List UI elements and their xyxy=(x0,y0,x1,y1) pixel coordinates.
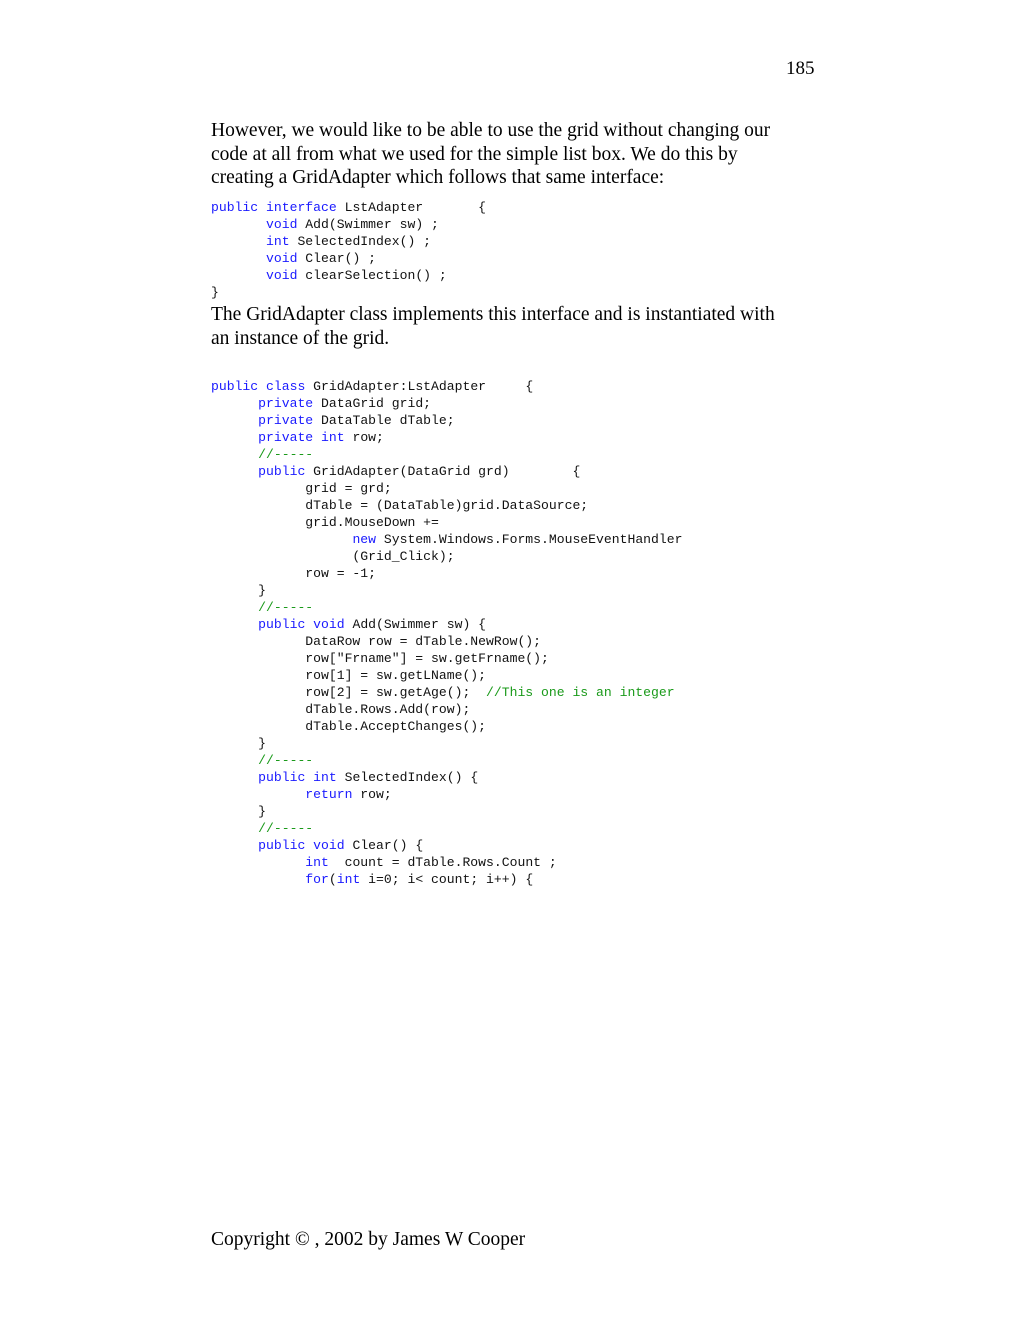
code-text: Add(Swimmer sw) { xyxy=(344,617,487,632)
code-keyword: void xyxy=(313,838,345,853)
code-text xyxy=(211,268,266,283)
code-line xyxy=(211,616,682,633)
code-text xyxy=(258,379,266,394)
code-line xyxy=(211,633,682,650)
code-keyword: private xyxy=(258,430,314,445)
code-text: Clear() { xyxy=(344,838,424,853)
code-line xyxy=(211,531,682,548)
code-keyword: int xyxy=(321,430,345,445)
code-keyword: new xyxy=(352,532,377,547)
code-comment: //This one is an integer xyxy=(486,685,675,700)
code-text xyxy=(211,413,258,428)
code-line xyxy=(211,803,682,820)
interface-code-block xyxy=(211,199,486,301)
code-keyword: for xyxy=(305,872,329,887)
code-line xyxy=(211,480,682,497)
code-keyword: public xyxy=(258,770,306,785)
code-keyword: public xyxy=(258,617,306,632)
code-line xyxy=(211,854,682,871)
code-keyword: interface xyxy=(266,200,337,215)
code-keyword: void xyxy=(266,217,298,232)
code-text xyxy=(211,234,266,249)
code-text xyxy=(211,872,305,887)
code-line xyxy=(211,735,682,752)
code-text: i=0; i< count; i++) { xyxy=(360,872,534,887)
code-line xyxy=(211,565,682,582)
code-keyword: int xyxy=(336,872,361,887)
code-keyword: void xyxy=(266,251,298,266)
page-number: 185 xyxy=(786,58,815,79)
intro-line: code at all from what we used for the simple list box. We do this by xyxy=(211,143,738,165)
code-text xyxy=(305,838,313,853)
copyright-footer: Copyright © , 2002 by James W Cooper xyxy=(211,1229,526,1250)
intro-line: creating a GridAdapter which follows that same interface: xyxy=(211,167,665,188)
code-text xyxy=(211,532,352,547)
code-text: GridAdapter(DataGrid grd) { xyxy=(305,464,581,479)
code-text: GridAdapter:LstAdapter { xyxy=(305,379,534,394)
code-line xyxy=(211,233,486,250)
code-keyword: private xyxy=(258,396,314,411)
code-line xyxy=(211,871,682,888)
code-text: grid.MouseDown += xyxy=(211,515,439,530)
code-text xyxy=(258,200,266,215)
code-line xyxy=(211,667,682,684)
code-text: row; xyxy=(344,430,384,445)
code-text xyxy=(211,430,258,445)
class-code-block xyxy=(211,378,682,888)
code-line xyxy=(211,837,682,854)
code-text: count = dTable.Rows.Count ; xyxy=(328,855,557,870)
code-text: row["Frname"] = sw.getFrname(); xyxy=(211,651,549,666)
code-line xyxy=(211,199,486,216)
code-text: row[1] = sw.getLName(); xyxy=(211,668,487,683)
code-text xyxy=(305,617,313,632)
code-text: } xyxy=(211,804,267,819)
code-keyword: void xyxy=(266,268,298,283)
code-text xyxy=(211,787,305,802)
code-line xyxy=(211,701,682,718)
code-line xyxy=(211,650,682,667)
code-keyword: public xyxy=(258,464,306,479)
code-text: Add(Swimmer sw) ; xyxy=(297,217,439,232)
code-line xyxy=(211,446,682,463)
middle-line: The GridAdapter class implements this interface and is instantiated with xyxy=(211,304,775,325)
intro-paragraph xyxy=(211,119,811,190)
code-line xyxy=(211,684,682,701)
code-line xyxy=(211,514,682,531)
code-keyword: return xyxy=(305,787,353,802)
code-text: dTable.Rows.Add(row); xyxy=(211,702,471,717)
code-text: ( xyxy=(328,872,337,887)
code-text xyxy=(211,855,305,870)
code-line xyxy=(211,429,682,446)
code-text: System.Windows.Forms.MouseEventHandler xyxy=(376,532,683,547)
code-text: grid = grd; xyxy=(211,481,392,496)
code-text: SelectedIndex() ; xyxy=(289,234,432,249)
code-keyword: int xyxy=(313,770,337,785)
code-text xyxy=(211,753,258,768)
code-keyword: int xyxy=(305,855,329,870)
code-text xyxy=(211,821,258,836)
code-text: (Grid_Click); xyxy=(211,549,455,564)
code-line xyxy=(211,284,486,301)
middle-paragraph xyxy=(211,303,811,350)
code-comment: //----- xyxy=(258,600,314,615)
code-comment: //----- xyxy=(258,753,314,768)
code-text xyxy=(211,464,258,479)
code-line xyxy=(211,412,682,429)
code-line xyxy=(211,582,682,599)
intro-line: However, we would like to be able to use the grid without changing our xyxy=(211,120,771,141)
code-keyword: public xyxy=(211,200,259,215)
code-line xyxy=(211,250,486,267)
code-text xyxy=(211,447,258,462)
code-text: } xyxy=(211,285,219,300)
code-line xyxy=(211,769,682,786)
code-text xyxy=(211,217,266,232)
code-text: dTable = (DataTable)grid.DataSource; xyxy=(211,498,589,513)
code-text: LstAdapter { xyxy=(336,200,487,215)
code-line xyxy=(211,599,682,616)
code-text: clearSelection() ; xyxy=(297,268,447,283)
code-keyword: void xyxy=(313,617,345,632)
code-keyword: public xyxy=(211,379,259,394)
code-keyword: public xyxy=(258,838,306,853)
code-comment: //----- xyxy=(258,821,314,836)
code-line xyxy=(211,267,486,284)
code-text: DataGrid grid; xyxy=(313,396,432,411)
code-text xyxy=(211,770,258,785)
code-text: Clear() ; xyxy=(297,251,377,266)
code-text xyxy=(305,770,313,785)
code-text: } xyxy=(211,736,267,751)
middle-line: an instance of the grid. xyxy=(211,327,390,349)
code-text xyxy=(211,617,258,632)
code-text xyxy=(313,430,321,445)
code-keyword: int xyxy=(266,234,290,249)
code-line xyxy=(211,497,682,514)
code-text: DataRow row = dTable.NewRow(); xyxy=(211,634,542,649)
code-comment: //----- xyxy=(258,447,314,462)
code-line xyxy=(211,752,682,769)
code-line xyxy=(211,718,682,735)
code-line xyxy=(211,395,682,412)
code-keyword: private xyxy=(258,413,314,428)
code-text xyxy=(211,838,258,853)
code-text: } xyxy=(211,583,267,598)
code-text xyxy=(211,396,258,411)
code-text: row[2] = sw.getAge(); xyxy=(211,685,487,700)
code-line xyxy=(211,548,682,565)
code-line xyxy=(211,463,682,480)
code-text: row = -1; xyxy=(211,566,377,581)
code-text: dTable.AcceptChanges(); xyxy=(211,719,487,734)
code-text: DataTable dTable; xyxy=(313,413,455,428)
code-text xyxy=(211,600,258,615)
code-line xyxy=(211,786,682,803)
code-line xyxy=(211,820,682,837)
code-text: row; xyxy=(352,787,392,802)
code-text xyxy=(211,251,266,266)
code-keyword: class xyxy=(266,379,306,394)
code-text: SelectedIndex() { xyxy=(336,770,479,785)
code-line xyxy=(211,216,486,233)
code-line xyxy=(211,378,682,395)
